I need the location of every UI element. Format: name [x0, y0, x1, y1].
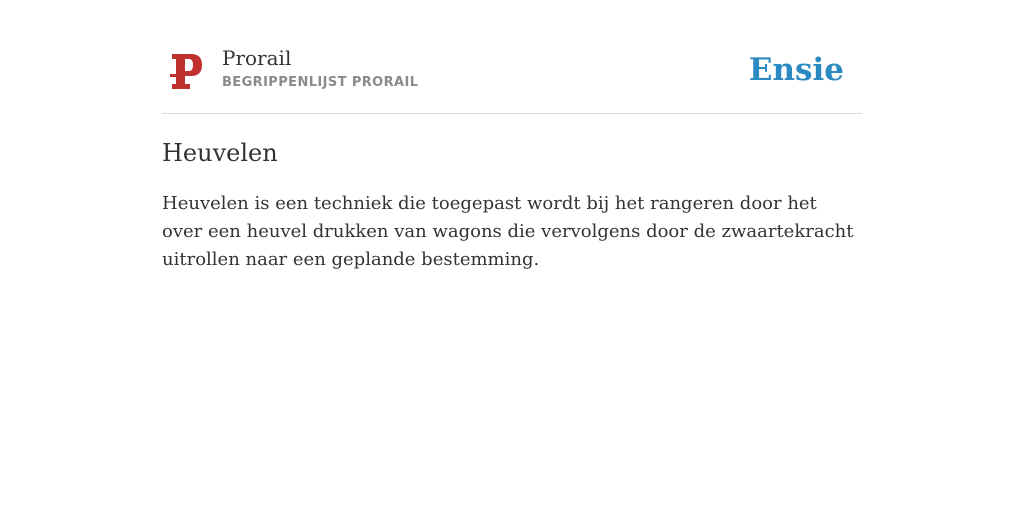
- term-definition: Heuvelen is een techniek die toegepast wordt bij het rangeren door het over een heuvel drukken van wagons die vervolgens door de zwaartekracht uitrollen naar een geplande bestemming.: [162, 193, 854, 270]
- brand-subtitle[interactable]: BEGRIPPENLIJST PRORAIL: [222, 75, 419, 90]
- ensie-logo-link[interactable]: Ensie: [748, 52, 844, 88]
- prorail-p-logo-icon[interactable]: [170, 52, 204, 90]
- brand-name[interactable]: Prorail: [222, 46, 292, 70]
- header: [162, 40, 862, 114]
- term-title: Heuvelen: [162, 139, 278, 167]
